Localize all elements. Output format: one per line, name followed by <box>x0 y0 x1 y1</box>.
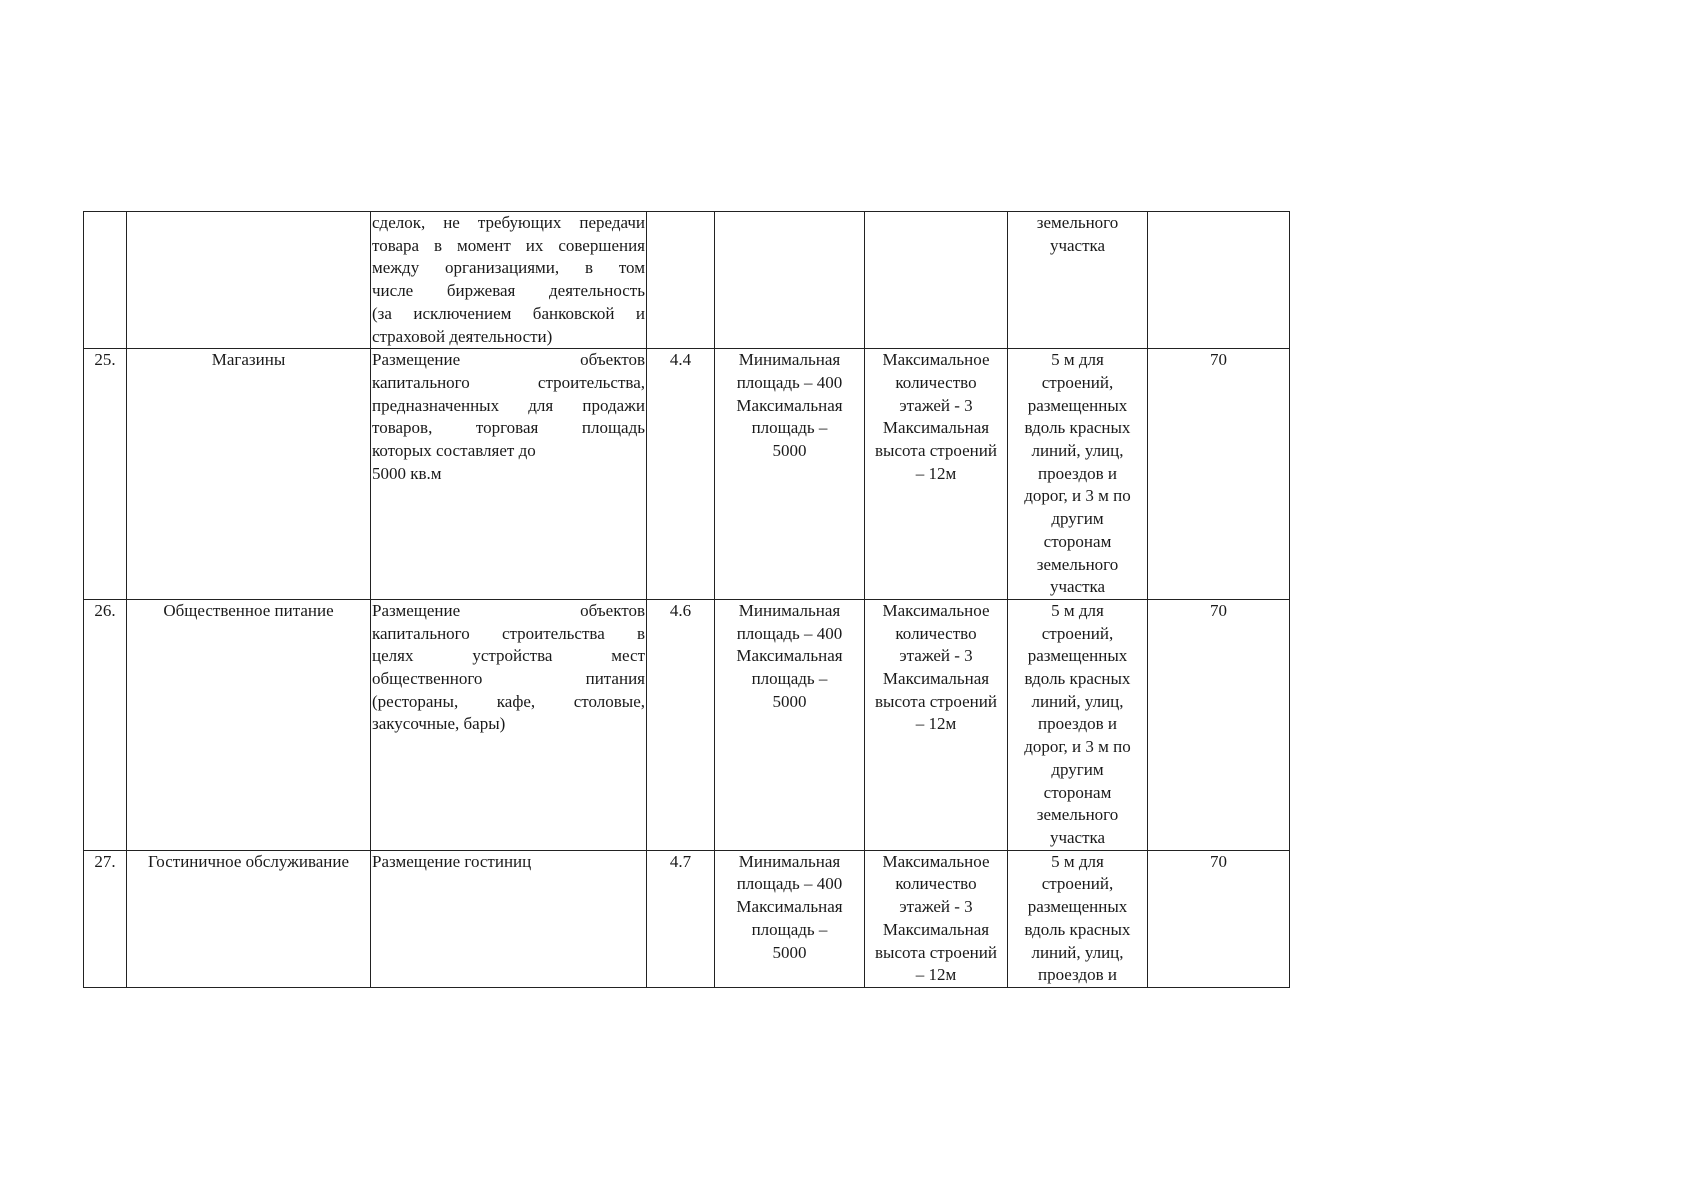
description-line: числе биржевая деятельность <box>372 281 645 301</box>
description-line: предназначенных для продажи <box>372 395 645 415</box>
area-line: Минимальная <box>738 851 841 871</box>
description-line: закусочные, бары) <box>372 714 506 734</box>
description-line: товара в момент их совершения <box>372 235 645 255</box>
setback-line: сторонам <box>1043 782 1112 802</box>
setback-line: линий, улиц, <box>1031 942 1124 962</box>
description-line: общественного питания <box>372 669 645 689</box>
setback-line: линий, улиц, <box>1031 691 1124 711</box>
floors-line: Максимальное <box>882 600 990 620</box>
description-cell <box>371 349 647 600</box>
area-line: площадь – <box>751 669 828 689</box>
row-number-cell: 25. <box>84 349 127 600</box>
floors-line: – 12м <box>915 463 957 483</box>
row-number-cell: 26. <box>84 599 127 850</box>
land-use-name-cell: Магазины <box>127 349 371 600</box>
code-cell: 4.4 <box>647 349 715 600</box>
floors-line: этажей - 3 <box>899 897 973 917</box>
percent-cell: 70 <box>1148 599 1290 850</box>
area-line: площадь – 400 <box>736 372 843 392</box>
setback-cell <box>1008 599 1148 850</box>
setback-line: проездов и <box>1038 714 1117 734</box>
floors-line: этажей - 3 <box>899 646 973 666</box>
floors-line: – 12м <box>915 714 957 734</box>
area-line: 5000 <box>772 691 807 711</box>
land-use-name-cell <box>127 212 371 349</box>
setback-line: дорог, и 3 м по <box>1024 486 1131 506</box>
floors-line: Максимальная <box>882 418 990 438</box>
code-cell: 4.7 <box>647 850 715 987</box>
area-line: 5000 <box>772 441 807 461</box>
setback-line: дорог, и 3 м по <box>1024 737 1131 757</box>
setback-line: вдоль красных <box>1024 418 1131 438</box>
description-line: между организациями, в том <box>372 258 645 278</box>
area-cell <box>715 850 865 987</box>
area-cell <box>715 212 865 349</box>
floors-line: количество <box>895 372 977 392</box>
description-line: Размещение гостиниц <box>372 851 532 871</box>
setback-line: проездов и <box>1038 965 1117 985</box>
setback-cell <box>1008 850 1148 987</box>
setback-line: сторонам <box>1043 531 1112 551</box>
setback-line: 5 м для <box>1051 600 1104 620</box>
setback-line: размещенных <box>1027 646 1128 666</box>
percent-cell: 70 <box>1148 850 1290 987</box>
floors-line: Максимальная <box>882 919 990 939</box>
setback-line: вдоль красных <box>1024 669 1131 689</box>
setback-line: земельного <box>1036 554 1119 574</box>
setback-line: вдоль красных <box>1024 919 1131 939</box>
floors-line: Максимальная <box>882 669 990 689</box>
description-line: страховой деятельности) <box>372 326 553 346</box>
area-line: Максимальная <box>736 395 843 415</box>
setback-line: строений, <box>1041 372 1114 392</box>
floors-line: Максимальное <box>882 350 990 370</box>
floors-line: количество <box>895 623 977 643</box>
description-cell <box>371 212 647 349</box>
setback-line: строений, <box>1041 623 1114 643</box>
description-line: целях устройства мест <box>372 646 645 666</box>
description-cell <box>371 850 647 987</box>
setback-line: проездов и <box>1038 463 1117 483</box>
floors-line: этажей - 3 <box>899 395 973 415</box>
floors-line: Максимальное <box>882 851 990 871</box>
floors-cell <box>865 850 1008 987</box>
area-line: Минимальная <box>738 600 841 620</box>
area-line: Минимальная <box>738 350 841 370</box>
percent-cell <box>1148 212 1290 349</box>
area-line: площадь – <box>751 418 828 438</box>
setback-line: 5 м для <box>1051 350 1104 370</box>
setback-line: размещенных <box>1027 395 1128 415</box>
setback-line: земельного <box>1036 805 1119 825</box>
floors-line: высота строений <box>875 691 997 711</box>
regulations-table <box>83 211 1290 988</box>
floors-line: высота строений <box>875 942 997 962</box>
code-cell: 4.6 <box>647 599 715 850</box>
setback-cell <box>1008 212 1148 349</box>
table-row-27 <box>84 850 1290 987</box>
area-cell <box>715 599 865 850</box>
setback-line: участка <box>1049 827 1106 847</box>
description-line: сделок, не требующих передачи <box>372 213 645 232</box>
description-line: Размещение объектов <box>372 350 645 370</box>
code-cell <box>647 212 715 349</box>
area-line: площадь – <box>751 919 828 939</box>
row-number-cell <box>84 212 127 349</box>
setback-line: другим <box>1051 759 1104 779</box>
description-line: Размещение объектов <box>372 600 645 620</box>
table-row-continuation <box>84 212 1290 349</box>
setback-line: 5 м для <box>1051 851 1104 871</box>
area-line: площадь – 400 <box>736 623 843 643</box>
description-line: 5000 кв.м <box>372 463 442 483</box>
area-line: Максимальная <box>736 646 843 666</box>
setback-line: размещенных <box>1027 897 1128 917</box>
description-line: товаров, торговая площадь <box>372 418 645 438</box>
setback-cell <box>1008 349 1148 600</box>
land-use-name-cell: Общественное питание <box>127 599 371 850</box>
floors-line: высота строений <box>875 441 997 461</box>
description-line: (за исключением банковской и <box>372 303 645 323</box>
row-number-cell: 27. <box>84 850 127 987</box>
percent-cell: 70 <box>1148 349 1290 600</box>
floors-line: количество <box>895 874 977 894</box>
setback-line: земельного <box>1036 213 1119 232</box>
setback-line: линий, улиц, <box>1031 441 1124 461</box>
floors-cell <box>865 212 1008 349</box>
land-use-name-cell: Гостиничное обслуживание <box>127 850 371 987</box>
area-line: 5000 <box>772 942 807 962</box>
table-row-25 <box>84 349 1290 600</box>
area-line: Максимальная <box>736 897 843 917</box>
description-line: капитального строительства, <box>372 372 645 392</box>
area-line: площадь – 400 <box>736 874 843 894</box>
floors-line: – 12м <box>915 965 957 985</box>
setback-line: строений, <box>1041 874 1114 894</box>
description-line: капитального строительства в <box>372 623 645 643</box>
area-cell <box>715 349 865 600</box>
setback-line: участка <box>1049 577 1106 597</box>
description-line: которых составляет до <box>372 441 536 461</box>
floors-cell <box>865 599 1008 850</box>
table-row-26 <box>84 599 1290 850</box>
setback-line: участка <box>1049 235 1106 255</box>
description-line: (рестораны, кафе, столовые, <box>372 691 645 711</box>
setback-line: другим <box>1051 509 1104 529</box>
floors-cell <box>865 349 1008 600</box>
description-cell <box>371 599 647 850</box>
